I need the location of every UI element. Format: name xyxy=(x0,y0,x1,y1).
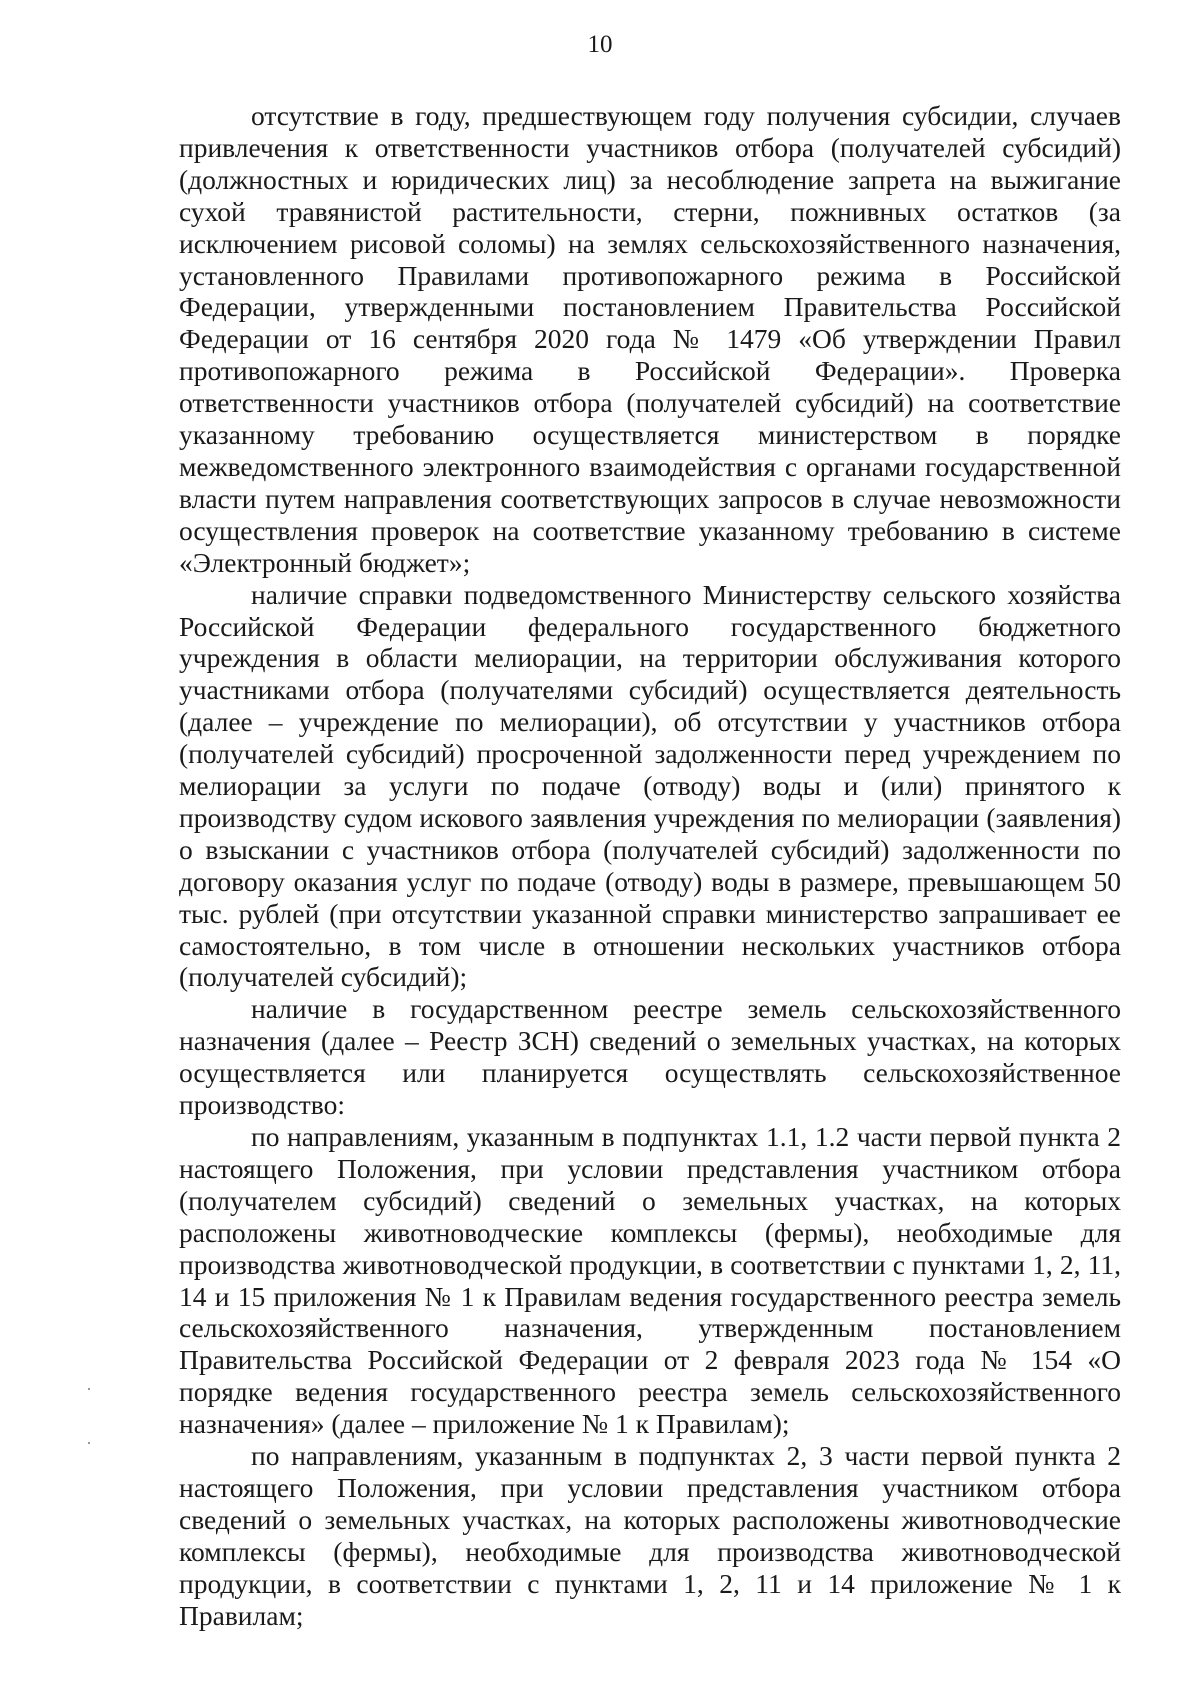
paragraph-directions-1-1-1-2: по направлениям, указанным в подпунктах 1.1, 1.2 части первой пункта 2 настоящего Положения, при условии представления участником отбора (получателем субсидий) сведений о земельных участках, на которых расположены животноводческие комплексы (фермы), необходимые для производства животноводческой продукции, в соответствии с пунктами 1, 2, 11, 14 и 15 приложения № 1 к Правилам ведения государственного реестра земель сельскохозяйственного назначения, утвержденным постановлением Правительства Российской Федерации от 2 февраля 2023 года № 154 «О порядке ведения государственного реестра земель сельскохозяйственного назначения» (далее – приложение № 1 к Правилам); xyxy=(179,1121,1121,1440)
paragraph-land-registry: наличие в государственном реестре земель сельскохозяйственного назначения (далее – Реестр ЗСН) сведений о земельных участках, на которых осуществляется или планируется осуществлять сельскохозяйственное производство: xyxy=(179,993,1121,1121)
scan-speck xyxy=(88,1388,90,1390)
paragraph-no-fire-violations: отсутствие в году, предшествующем году получения субсидии, случаев привлечения к ответственности участников отбора (получателей субсидий) (должностных и юридических лиц) за несоблюдение запрета на выжигание сухой травянистой растительности, стерни, пожнивных остатков (за исключением рисовой соломы) на землях сельскохозяйственного назначения, установленного Правилами противопожарного режима в Российской Федерации, утвержденными постановлением Правительства Российской Федерации от 16 сентября 2020 года № 1479 «Об утверждении Правил противопожарного режима в Российской Федерации». Проверка ответственности участников отбора (получателей субсидий) на соответствие указанному требованию осуществляется министерством в порядке межведомственного электронного взаимодействия с органами государственной власти путем направления соответствующих запросов в случае невозможности осуществления проверок на соответствие указанному требованию в системе «Электронный бюджет»; xyxy=(179,100,1121,578)
scan-speck xyxy=(88,1442,90,1444)
page-number: 10 xyxy=(587,31,613,58)
document-body xyxy=(179,100,1121,1632)
paragraph-melioration-certificate: наличие справки подведомственного Министерству сельского хозяйства Российской Федерации федерального государственного бюджетного учреждения в области мелиорации, на территории обслуживания которого участниками отбора (получателями субсидий) осуществляется деятельность (далее – учреждение по мелиорации), об отсутствии у участников отбора (получателей субсидий) просроченной задолженности перед учреждением по мелиорации за услуги по подаче (отводу) воды и (или) принятого к производству судом искового заявления учреждения по мелиорации (заявления) о взыскании с участников отбора (получателей субсидий) задолженности по договору оказания услуг по подаче (отводу) воды в размере, превышающем 50 тыс. рублей (при отсутствии указанной справки министерство запрашивает ее самостоятельно, в том числе в отношении нескольких участников отбора (получателей субсидий); xyxy=(179,578,1121,993)
paragraph-directions-2-3: по направлениям, указанным в подпунктах 2, 3 части первой пункта 2 настоящего Положения, при условии представления участником отбора сведений о земельных участках, на которых расположены животноводческие комплексы (фермы), необходимые для производства животноводческой продукции, в соответствии с пунктами 1, 2, 11 и 14 приложение № 1 к Правилам; xyxy=(179,1440,1121,1631)
